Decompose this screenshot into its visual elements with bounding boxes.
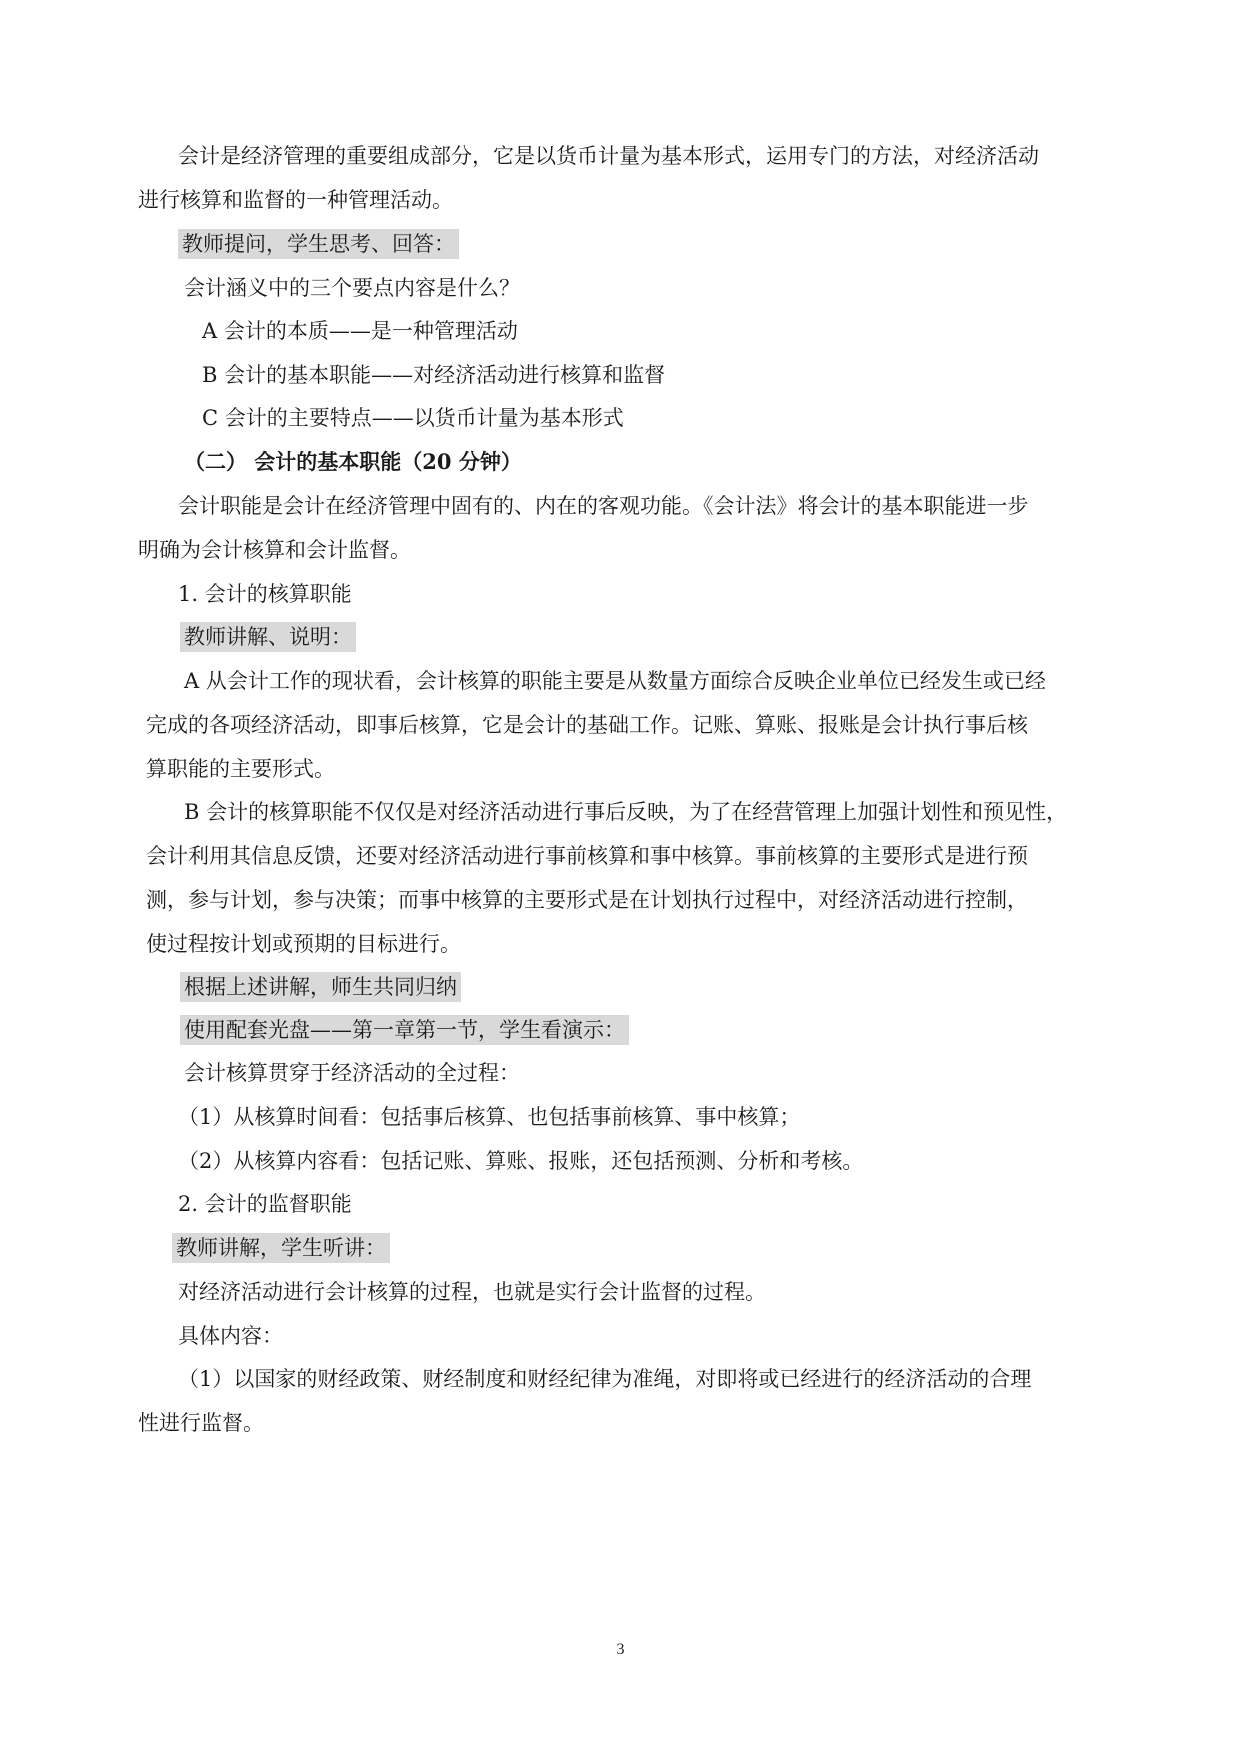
paragraph-b-line-4: 使过程按计划或预期的目标进行。 [146,932,461,956]
paragraph-1-line-2: 性进行监督。 [138,1411,264,1435]
functions-line-2: 明确为会计核算和会计监督。 [138,538,411,562]
paragraph-b-line-1: B 会计的核算职能不仅仅是对经济活动进行事后反映，为了在经营管理上加强计划性和预见性， [184,800,1068,824]
paragraph-b-line-3: 测，参与计划，参与决策；而事中核算的主要形式是在计划执行过程中，对经济活动进行控制， [146,888,1028,912]
page-number: 3 [616,1641,625,1658]
specific-content-label: 具体内容： [178,1324,283,1348]
paragraph-a-line-3: 算职能的主要形式。 [146,757,335,781]
highlight-summary: 根据上述讲解，师生共同归纳 [180,972,461,1002]
definition-line-2: 进行核算和监督的一种管理活动。 [138,188,453,212]
highlight-teacher-explain: 教师讲解、说明： [180,622,356,652]
definition-line-1: 会计是经济管理的重要组成部分，它是以货币计量为基本形式，运用专门的方法，对经济活动 [178,144,1039,168]
highlight-disc-demo: 使用配套光盘——第一章第一节，学生看演示： [180,1015,629,1045]
subheading-supervision-function: 2. 会计的监督职能 [178,1192,352,1216]
paragraph-a-line-1: A 从会计工作的现状看，会计核算的职能主要是从数量方面综合反映企业单位已经发生或已经 [184,669,1046,693]
question-line: 会计涵义中的三个要点内容是什么？ [184,276,520,300]
list-item-content: （2）从核算内容看：包括记账、算账、报账，还包括预测、分析和考核。 [178,1149,864,1173]
subheading-accounting-function: 1. 会计的核算职能 [178,582,352,606]
list-item-time: （1）从核算时间看：包括事后核算、也包括事前核算、事中核算； [178,1105,801,1129]
paragraph-1-line-1: （1）以国家的财经政策、财经制度和财经纪律为准绳，对即将或已经进行的经济活动的合理 [178,1367,1032,1391]
supervision-statement: 对经济活动进行会计核算的过程，也就是实行会计监督的过程。 [178,1280,766,1304]
section-heading: （二） 会计的基本职能（20 分钟） [184,449,522,474]
functions-line-1: 会计职能是会计在经济管理中固有的、内在的客观功能。《会计法》将会计的基本职能进一步 [178,494,1029,518]
highlight-teacher-lecture: 教师讲解，学生听讲： [172,1233,390,1263]
point-a: A 会计的本质——是一种管理活动 [202,319,518,343]
paragraph-a-line-2: 完成的各项经济活动，即事后核算，它是会计的基础工作。记账、算账、报账是会计执行事后核 [146,713,1028,737]
point-b: B 会计的基本职能——对经济活动进行核算和监督 [202,363,666,387]
point-c: C 会计的主要特点——以货币计量为基本形式 [202,406,624,430]
paragraph-b-line-2: 会计利用其信息反馈，还要对经济活动进行事前核算和事中核算。事前核算的主要形式是进行预 [146,844,1028,868]
highlight-teacher-question: 教师提问，学生思考、回答： [178,229,459,259]
core-statement: 会计核算贯穿于经济活动的全过程： [184,1061,520,1085]
